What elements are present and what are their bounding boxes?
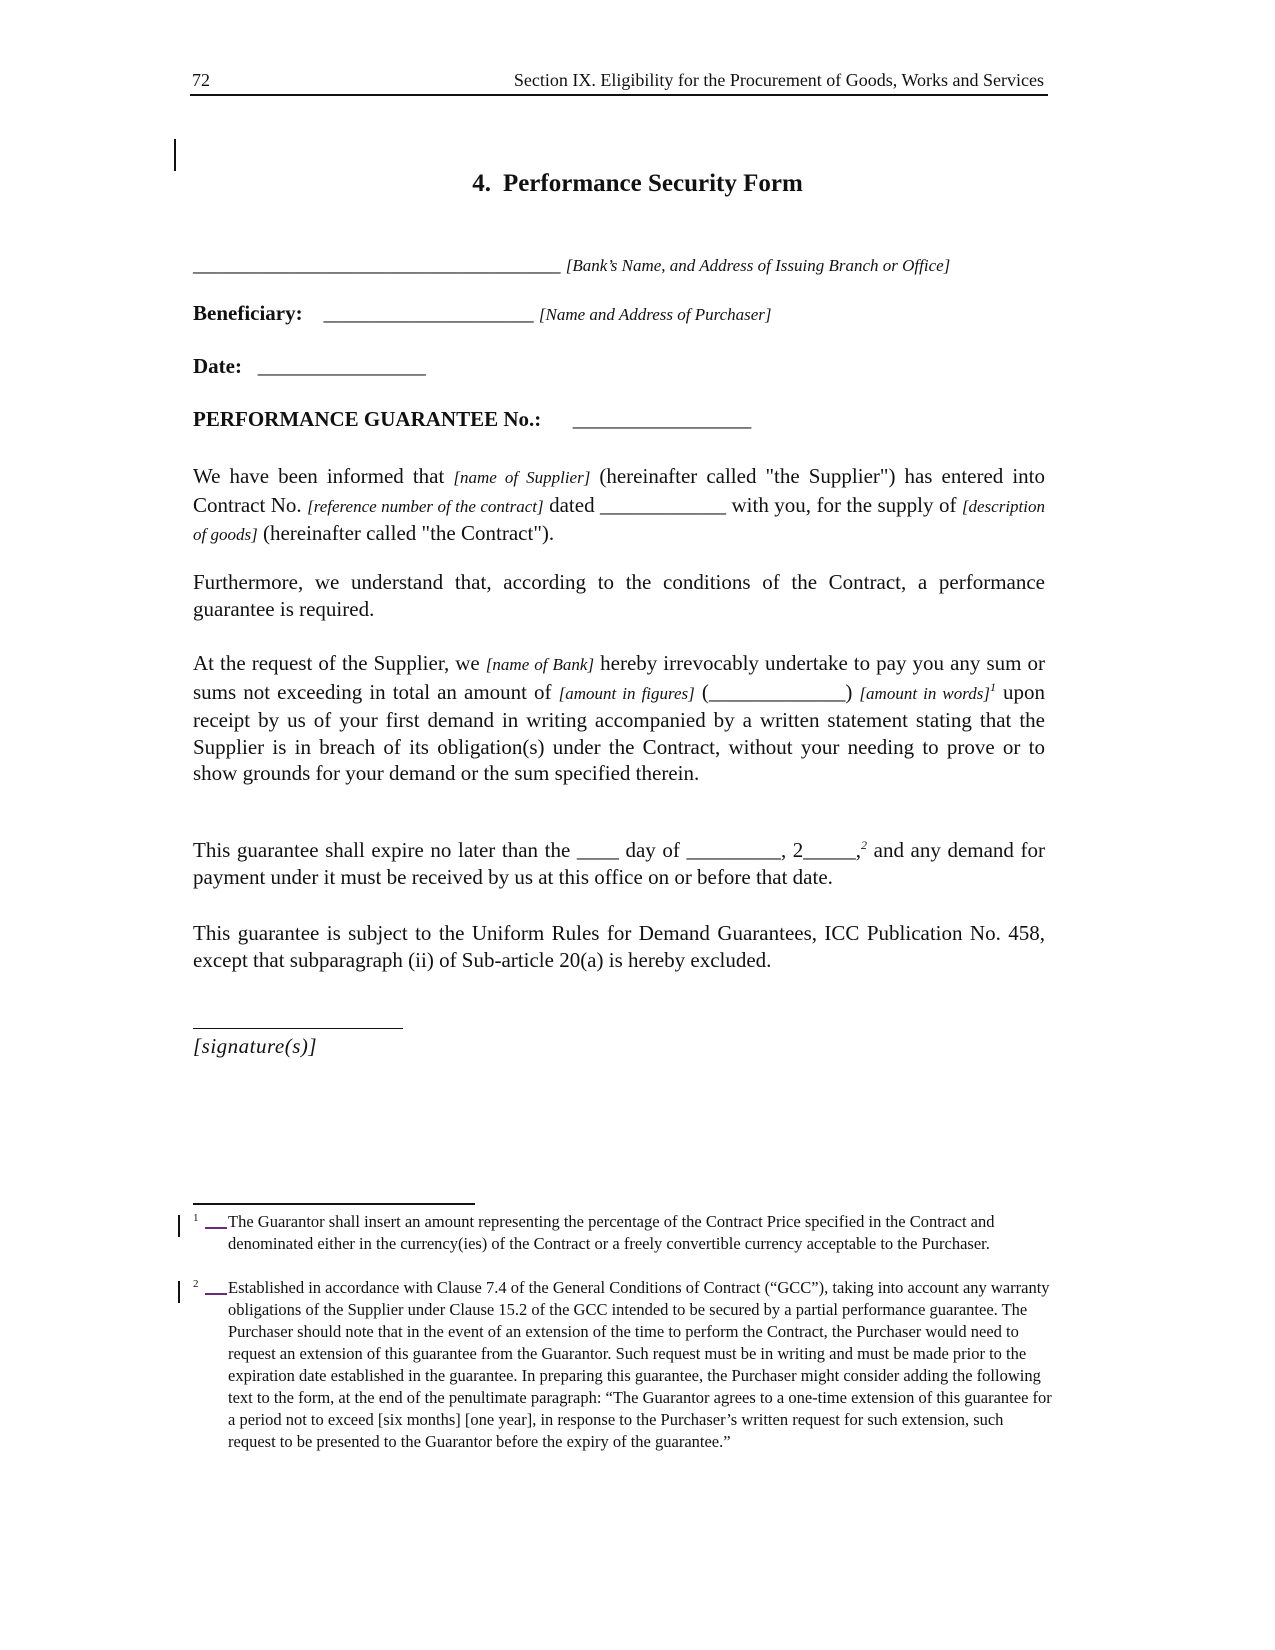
bank-name-placeholder: [Bank’s Name, and Address of Issuing Branch or Office] xyxy=(565,256,951,275)
date-blank[interactable]: ________________ xyxy=(257,354,426,378)
amount-words-placeholder: [amount in words] xyxy=(859,683,990,703)
p1-text-4: with you, for the supply of xyxy=(726,492,962,517)
p3-text-5: upon receipt by us of your first demand in writing accompanied by a written statement stating that the Supplier is in breach of its obligation(s) under the Contract, without your needing to prove or to show grounds for your demand or the sum specified therein. xyxy=(193,679,1046,785)
footnote-marker xyxy=(205,1293,227,1295)
title-text: Performance Security Form xyxy=(502,170,803,197)
p1-text-2: (hereinafter called "the Supplier") has entered into Contract No. xyxy=(193,464,1046,517)
signature-label: [signature(s)] xyxy=(193,1034,318,1058)
paragraph-supplier-contract xyxy=(193,463,1045,549)
amount-figures-placeholder: [amount in figures] xyxy=(558,683,695,703)
p4-text-4: , xyxy=(855,838,862,862)
expiry-day-blank[interactable]: ____ xyxy=(576,838,619,862)
footnote-marker xyxy=(205,1227,227,1229)
date-line xyxy=(193,354,1045,379)
p4-text-1: This guarantee shall expire no later than the xyxy=(193,838,577,862)
p2-text: Furthermore, we understand that, according to the conditions of the Contract, a performance guarantee is required. xyxy=(193,570,1045,621)
running-header xyxy=(190,68,1048,96)
beneficiary-line xyxy=(193,301,1045,326)
footnote-2-number: 2 xyxy=(193,1278,199,1290)
page-number: 72 xyxy=(192,70,210,90)
p3-text-2: hereby irrevocably undertake to pay you any sum or sums not exceeding in total an amount of xyxy=(193,651,1045,704)
footnote-2 xyxy=(193,1277,1053,1453)
p3-text-3: ( xyxy=(694,679,709,704)
footnote-2-text: Established in accordance with Clause 7.4 of the General Conditions of Contract (“GCC”), taking into account any warranty obligations of the Supplier under Clause 15.2 of the GCC intended to be secured by a partial performance guarantee. The Purchaser should note that in the event of an extension of the time to perform the Contract, the Purchaser would need to request an extension of this guarantee from the Guarantor. Such request must be in writing and must be made prior to the expiration date established in the guarantee. In preparing this guarantee, the Purchaser might consider adding the following text to the form, at the end of the penultimate paragraph: “The Guarantor agrees to a one-time extension of this guarantee for a period not to exceed [six months] [one year], in response to the Purchaser’s written request for such extension, such request to be presented to the Guarantor before the expiry of the guarantee.” xyxy=(228,1278,1052,1451)
beneficiary-blank[interactable]: ____________________ xyxy=(323,301,534,325)
guarantee-number-line xyxy=(193,407,1045,432)
bank-name-line xyxy=(193,252,1045,277)
guarantee-number-blank[interactable]: _________________ xyxy=(572,407,752,431)
footnote-separator xyxy=(193,1203,475,1205)
signature-line[interactable] xyxy=(193,1028,403,1029)
p4-text-5: and any demand for payment under it must be received by us at this office on or before that date. xyxy=(193,838,1045,889)
guarantee-number-label: PERFORMANCE GUARANTEE No.: xyxy=(193,407,542,431)
p1-text-3: dated xyxy=(543,492,601,517)
paragraph-icc-rules xyxy=(193,920,1045,973)
goods-description-placeholder: [description of goods] xyxy=(193,496,1045,544)
footnote-1-number: 1 xyxy=(193,1212,199,1224)
contract-reference-placeholder: [reference number of the contract] xyxy=(307,496,544,516)
footnote-1 xyxy=(193,1211,1053,1255)
paragraph-expiry xyxy=(193,837,1045,890)
bank-name-inline-placeholder: [name of Bank] xyxy=(485,655,595,674)
supplier-name-placeholder: [name of Supplier] xyxy=(453,468,591,487)
p3-text-1: At the request of the Supplier, we xyxy=(193,651,486,675)
beneficiary-placeholder: [Name and Address of Purchaser] xyxy=(538,305,772,324)
page-title xyxy=(0,170,1275,198)
footnote-1-text: The Guarantor shall insert an amount representing the percentage of the Contract Price specified in the Contract and denominated either in the currency(ies) of the Contract or a freely convertible currency acceptable to the Purchaser. xyxy=(228,1212,995,1253)
section-title: Section IX. Eligibility for the Procurement of Goods, Works and Services xyxy=(513,70,1044,90)
p1-text-5: (hereinafter called "the Contract"). xyxy=(257,521,555,545)
p3-text-4: ) xyxy=(845,679,860,704)
p5-text: This guarantee is subject to the Uniform Rules for Demand Guarantees, ICC Publication No. 458, except that subparagraph (ii) of Sub-article 20(a) is hereby excluded. xyxy=(193,921,1045,972)
p4-text-3: , 2 xyxy=(780,838,804,862)
beneficiary-label: Beneficiary: xyxy=(193,301,303,325)
p4-text-2: day of xyxy=(618,838,687,862)
p1-text-1: We have been informed that xyxy=(193,464,454,488)
revision-change-bar xyxy=(178,1281,180,1303)
revision-change-bar xyxy=(174,139,176,171)
footnote-ref-2[interactable]: 2 xyxy=(861,838,868,852)
bank-name-blank[interactable]: ___________________________________ xyxy=(193,252,561,276)
revision-change-bar xyxy=(178,1215,180,1237)
paragraph-undertaking xyxy=(193,650,1045,787)
expiry-year-blank[interactable]: _____ xyxy=(803,838,856,862)
footnote-ref-1[interactable]: 1 xyxy=(989,679,996,694)
contract-date-blank[interactable]: ____________ xyxy=(600,492,727,517)
amount-blank[interactable]: _____________ xyxy=(708,679,846,704)
title-number: 4. xyxy=(472,170,491,197)
date-label: Date: xyxy=(193,354,242,378)
paragraph-guarantee-required xyxy=(193,569,1045,622)
expiry-month-blank[interactable]: _________ xyxy=(686,838,781,862)
